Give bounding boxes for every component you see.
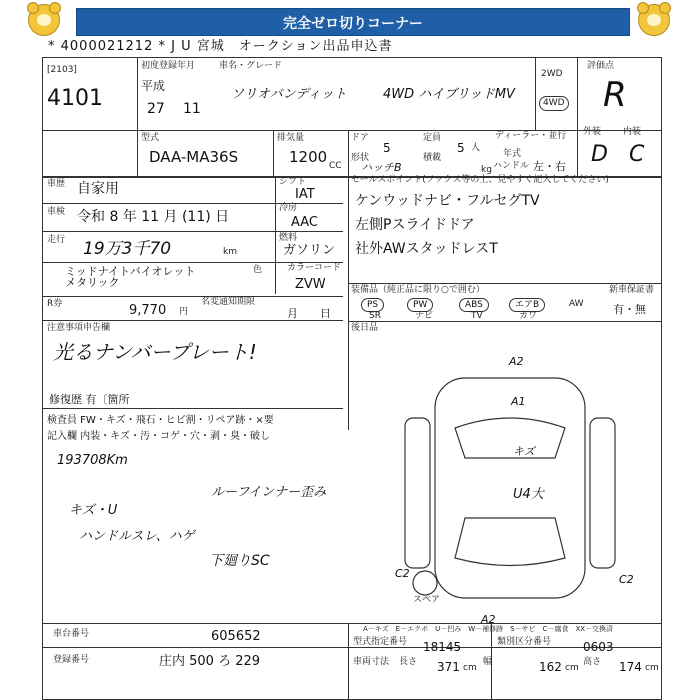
equip-sr: SR <box>369 311 381 321</box>
inspection-label: 車検 <box>47 207 66 217</box>
width-unit: cm <box>565 663 579 673</box>
interior-label: 内装 <box>623 127 642 137</box>
equip-navi: ナビ <box>415 311 434 321</box>
class-no-label: 類別区分番号 <box>497 637 552 647</box>
banner <box>76 8 630 36</box>
drive-4wd: 4WD <box>539 96 569 111</box>
class-no: 0603 <box>583 640 614 654</box>
length-label: 長さ <box>399 657 418 667</box>
dealer-label: ディーラー・並行 <box>495 131 567 141</box>
code: [2103] <box>47 65 77 75</box>
equip-aw: AW <box>569 299 584 309</box>
color-label: 色 <box>253 265 263 275</box>
width-label: 幅 <box>483 657 493 667</box>
exterior-grade: D <box>591 142 608 167</box>
use-label: 車歴 <box>47 179 66 189</box>
car-diagram <box>395 355 625 608</box>
fuel: ガソリン <box>283 243 336 258</box>
shift-label: シフト <box>279 177 307 187</box>
hw-mileage: 193708Km <box>57 453 128 468</box>
sales-2: 左側Pスライドドア <box>355 217 475 233</box>
interior-grade: C <box>629 142 645 167</box>
length-unit: cm <box>463 663 477 673</box>
cc-label: 排気量 <box>277 133 305 143</box>
hw-a2-bottom: A2 <box>481 613 496 626</box>
plate: 庄内 500 ろ 229 <box>159 654 261 669</box>
mileage: 19万3千70 <box>83 239 172 259</box>
mascot-right-icon <box>638 4 670 36</box>
first-reg-label: 初度登録年月 <box>141 61 196 71</box>
tax-label: R券 <box>47 299 63 309</box>
equip-leather: カワ <box>519 311 538 321</box>
repair-label: 修復歴 有〔箇所 <box>49 393 130 406</box>
hw-c2-right: C2 <box>619 573 634 586</box>
year-type-label: 年式 <box>503 149 522 159</box>
era: 平成 <box>141 79 166 93</box>
name-label: 車名・グレード <box>219 61 283 71</box>
width: 162 <box>539 660 562 674</box>
color-code: ZVW <box>295 277 326 292</box>
model: DAA-MA36S <box>149 148 239 166</box>
after-label: 後日品 <box>351 323 379 333</box>
model-no-label: 型式指定番号 <box>353 637 408 647</box>
equip-airbag: エアB <box>509 298 545 312</box>
handle: 左・右 <box>533 160 566 173</box>
use: 自家用 <box>77 181 119 197</box>
shift: IAT <box>295 187 315 202</box>
hw-under: 下廻りSC <box>209 553 270 569</box>
hw-u4: U4大 <box>513 487 544 502</box>
car-name: ソリオバンディット <box>231 87 347 102</box>
body: ハッチB <box>361 161 402 174</box>
manual-label: 新車保証書 <box>609 285 655 295</box>
fuel-label: 燃料 <box>279 233 298 243</box>
notes-label: 注意事項申告欄 <box>47 323 111 333</box>
plate-label: 登録番号 <box>53 655 90 665</box>
score: R <box>603 75 627 115</box>
seats: 5 <box>457 141 465 155</box>
legend: A－キズ E－エクボ U－凹み W－補修跡 S－サビ C－腐食 XX－交換済 <box>363 625 614 633</box>
manual: 有・無 <box>613 303 646 316</box>
equip-ps: PS <box>361 298 384 312</box>
sales-3: 社外AWスタッドレスT <box>355 241 498 257</box>
doors-label: ドア <box>351 133 369 143</box>
chassis-label: 車台番号 <box>53 629 90 639</box>
mascot-left-icon <box>28 4 60 36</box>
barcode-line: * 4000021212 * J U 宮城 オークション出品申込書 <box>48 39 393 54</box>
ac-label: 冷房 <box>279 203 298 213</box>
model-no: 18145 <box>423 640 462 654</box>
tax: 9,770 <box>129 303 167 318</box>
height-label: 高さ <box>583 657 602 667</box>
score-label: 評価点 <box>587 61 615 71</box>
inspection: 令和 8 年 11 月 (11) 日 <box>77 209 230 225</box>
color: ミッドナイトバイオレット メタリック <box>65 265 196 289</box>
transfer: 月 日 <box>287 307 331 320</box>
inspect-label: 検査員 FW・キズ・飛石・ヒビ割・リペア跡・×要 <box>47 415 274 426</box>
equip-abs: ABS <box>459 298 489 312</box>
handle-label: ハンドル <box>493 161 530 171</box>
sales-1: ケンウッドナビ・フルセグTV <box>355 193 540 209</box>
sales-label: セールスポイント(ファクス等の上、見やすく記入してください) <box>351 175 609 185</box>
load-label: 積載 <box>423 153 442 163</box>
cc-unit: CC <box>329 161 342 171</box>
height-unit: cm <box>645 663 659 673</box>
model-label: 型式 <box>141 133 160 143</box>
equip-label: 装備品（純正品に限り○で囲む） <box>351 285 485 295</box>
exterior-label: 外装 <box>583 127 602 137</box>
seats-unit: 人 <box>471 143 481 153</box>
hw-kizu: キズ <box>513 445 535 458</box>
hw-handle: ハンドルスレ、ハゲ <box>79 529 195 544</box>
tax-unit: 円 <box>179 307 189 317</box>
hw-c2-left: C2 <box>395 567 410 580</box>
notes: 光るナンバープレート! <box>53 340 257 364</box>
hw-roof: ルーフインナー歪み <box>211 485 327 500</box>
transfer-label: 名変通知期限 <box>201 297 256 307</box>
mileage-unit: km <box>223 247 237 257</box>
lot-number: 4101 <box>47 86 103 111</box>
year: 27 <box>147 101 165 117</box>
banner-text: 完全ゼロ切りコーナー <box>283 16 423 32</box>
spare-label: スペア <box>413 595 441 605</box>
check-label: 記入欄 内装・キズ・汚・コゲ・穴・剥・臭・破し <box>47 431 270 442</box>
drive-2wd: 2WD <box>541 69 563 79</box>
load-unit: kg <box>481 165 492 175</box>
height: 174 <box>619 660 642 674</box>
color-code-label: カラーコード <box>287 263 342 273</box>
equip-tv: TV <box>471 311 483 321</box>
chassis: 605652 <box>211 629 261 644</box>
seats-label: 定員 <box>423 133 442 143</box>
doors: 5 <box>383 141 391 155</box>
equip-pw: PW <box>407 298 433 312</box>
hw-kizu-u: キズ・U <box>69 503 118 518</box>
ac: AAC <box>291 215 318 230</box>
cc: 1200 <box>289 148 328 166</box>
grade: 4WD ハイブリッドMV <box>383 87 515 102</box>
mileage-label: 走行 <box>47 235 66 245</box>
dim-label: 車両寸法 <box>353 657 390 667</box>
hw-a1: A1 <box>511 395 526 408</box>
auction-sheet <box>42 57 662 700</box>
body-label: 形状 <box>351 153 370 163</box>
month: 11 <box>183 101 201 117</box>
hw-a2-top: A2 <box>509 355 524 368</box>
length: 371 <box>437 660 460 674</box>
